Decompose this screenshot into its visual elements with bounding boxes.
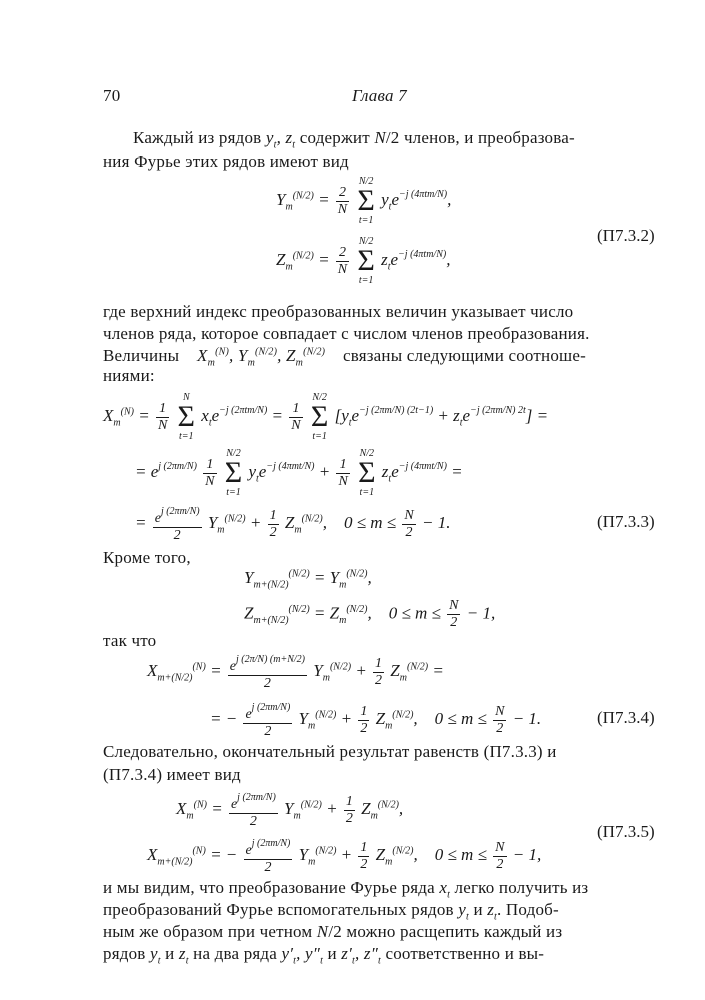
para4-line1: и мы видим, что преобразование Фурье ряда $x_t$ легко получить из <box>103 878 589 901</box>
para1-line1: Каждый из рядов $y_t$, $z_t$ содержит N/2 членов, и преобразова- <box>133 128 575 151</box>
equation-x-m-line2: = $e^{j (2\pi m/N)}$ $\frac{1}{N}$ N/2 Σ t=1 $y_te^{-j (4\pi mt/N)}$ + $\frac{1}{N}$ N/2 Σ t=1 $z_te^{-j (4\pi mt/N)}$ = <box>135 448 463 498</box>
equation-label-p7-3-4: (П7.3.4) <box>597 708 655 727</box>
equation-final-line1: $X_m^{(N)}$ = $\frac{e^{j (2\pi m/N)}}{2}$ $Y_m^{(N/2)}$ + $\frac{1}{2}$ $Z_m^{(N/2)}$, <box>176 792 404 829</box>
equation-z-shift: $Z_{m+(N/2)}^{(N/2)} = Z_m^{(N/2)}$, 0 ≤ m ≤ $\frac{N}{2}$ − 1, <box>244 598 496 630</box>
para2-line1: где верхний индекс преобразованных величин указывает число <box>103 302 574 321</box>
equation-y-m: $Y_m^{(N/2)}$ = $\frac{2}{N}$ N/2 Σ t=1 $y_te^{-j (4\pi tm/N)}$, <box>276 176 452 226</box>
equation-y-shift: $Y_{m+(N/2)}^{(N/2)} = Y_m^{(N/2)}$, <box>244 568 372 591</box>
para2-line2: членов ряда, которое совпадает с числом членов преобразования. <box>103 324 590 343</box>
equation-x-m-line3: = $\frac{e^{j (2\pi m/N)}}{2}$ $Y_m^{(N/2)}$ + $\frac{1}{2}$ $Z_m^{(N/2)}$, 0 ≤ m ≤ $\frac{N}{2}$ − 1. <box>135 506 451 543</box>
para2-line4: ниями: <box>103 366 155 385</box>
para4-line3: ным же образом при четном N/2 можно расщепить каждый из <box>103 922 563 941</box>
tak-chto-text: так что <box>103 631 157 650</box>
para3-line1: Следовательно, окончательный результат равенств (П7.3.3) и <box>103 742 557 761</box>
equation-z-m: $Z_m^{(N/2)}$ = $\frac{2}{N}$ N/2 Σ t=1 $z_te^{-j (4\pi tm/N)}$, <box>276 236 451 286</box>
equation-label-p7-3-5: (П7.3.5) <box>597 822 655 841</box>
para2-line3: Величины $X_m^{(N)}$, $Y_m^{(N/2)}$, $Z_m^{(N/2)}$ связаны следующими соотноше- <box>103 346 586 369</box>
para3-line2: (П7.3.4) имеет вид <box>103 765 241 784</box>
equation-label-p7-3-3: (П7.3.3) <box>597 512 655 531</box>
para4-line4: рядов $y_t$ и $z_t$ на два ряда $y'_t$, $y''_t$ и $z'_t$, $z''_t$ соответственно и вы- <box>103 944 545 967</box>
equation-x-shift-line2: = − $\frac{e^{j (2\pi m/N)}}{2}$ $Y_m^{(N/2)}$ + $\frac{1}{2}$ $Z_m^{(N/2)}$, 0 ≤ m ≤ $\frac{N}{2}$ − 1. <box>210 702 542 739</box>
kromje-togo-text: Кроме того, <box>103 548 191 567</box>
chapter-title: Глава 7 <box>352 86 407 105</box>
para4-line2: преобразований Фурье вспомогательных рядов $y_t$ и $z_t$. Подоб- <box>103 900 559 923</box>
equation-final-line2: $X_{m+(N/2)}^{(N)}$ = − $\frac{e^{j (2\pi m/N)}}{2}$ $Y_m^{(N/2)}$ + $\frac{1}{2}$ $Z_m^{(N/2)}$, 0 ≤ m ≤ $\frac{N}{2}$ − 1, <box>147 838 542 875</box>
page-number: 70 <box>103 86 121 105</box>
equation-label-p7-3-2: (П7.3.2) <box>597 226 655 245</box>
equation-x-shift-line1: $X_{m+(N/2)}^{(N)}$ = $\frac{e^{j (2\pi/N) (m+N/2)}}{2}$ $Y_m^{(N/2)}$ + $\frac{1}{2}$ $Z_m^{(N/2)}$ = <box>147 654 444 691</box>
para1-line2: ния Фурье этих рядов имеют вид <box>103 152 349 171</box>
equation-x-m-line1: $X_m^{(N)}$ = $\frac{1}{N}$ N Σ t=1 $x_te^{-j (2\pi tm/N)}$ = $\frac{1}{N}$ N/2 Σ t=1 $[y_te^{-j (2\pi m/N) (2t-1)} + z_te^{-j (2\pi m/N) 2t}]$ = <box>103 392 549 442</box>
